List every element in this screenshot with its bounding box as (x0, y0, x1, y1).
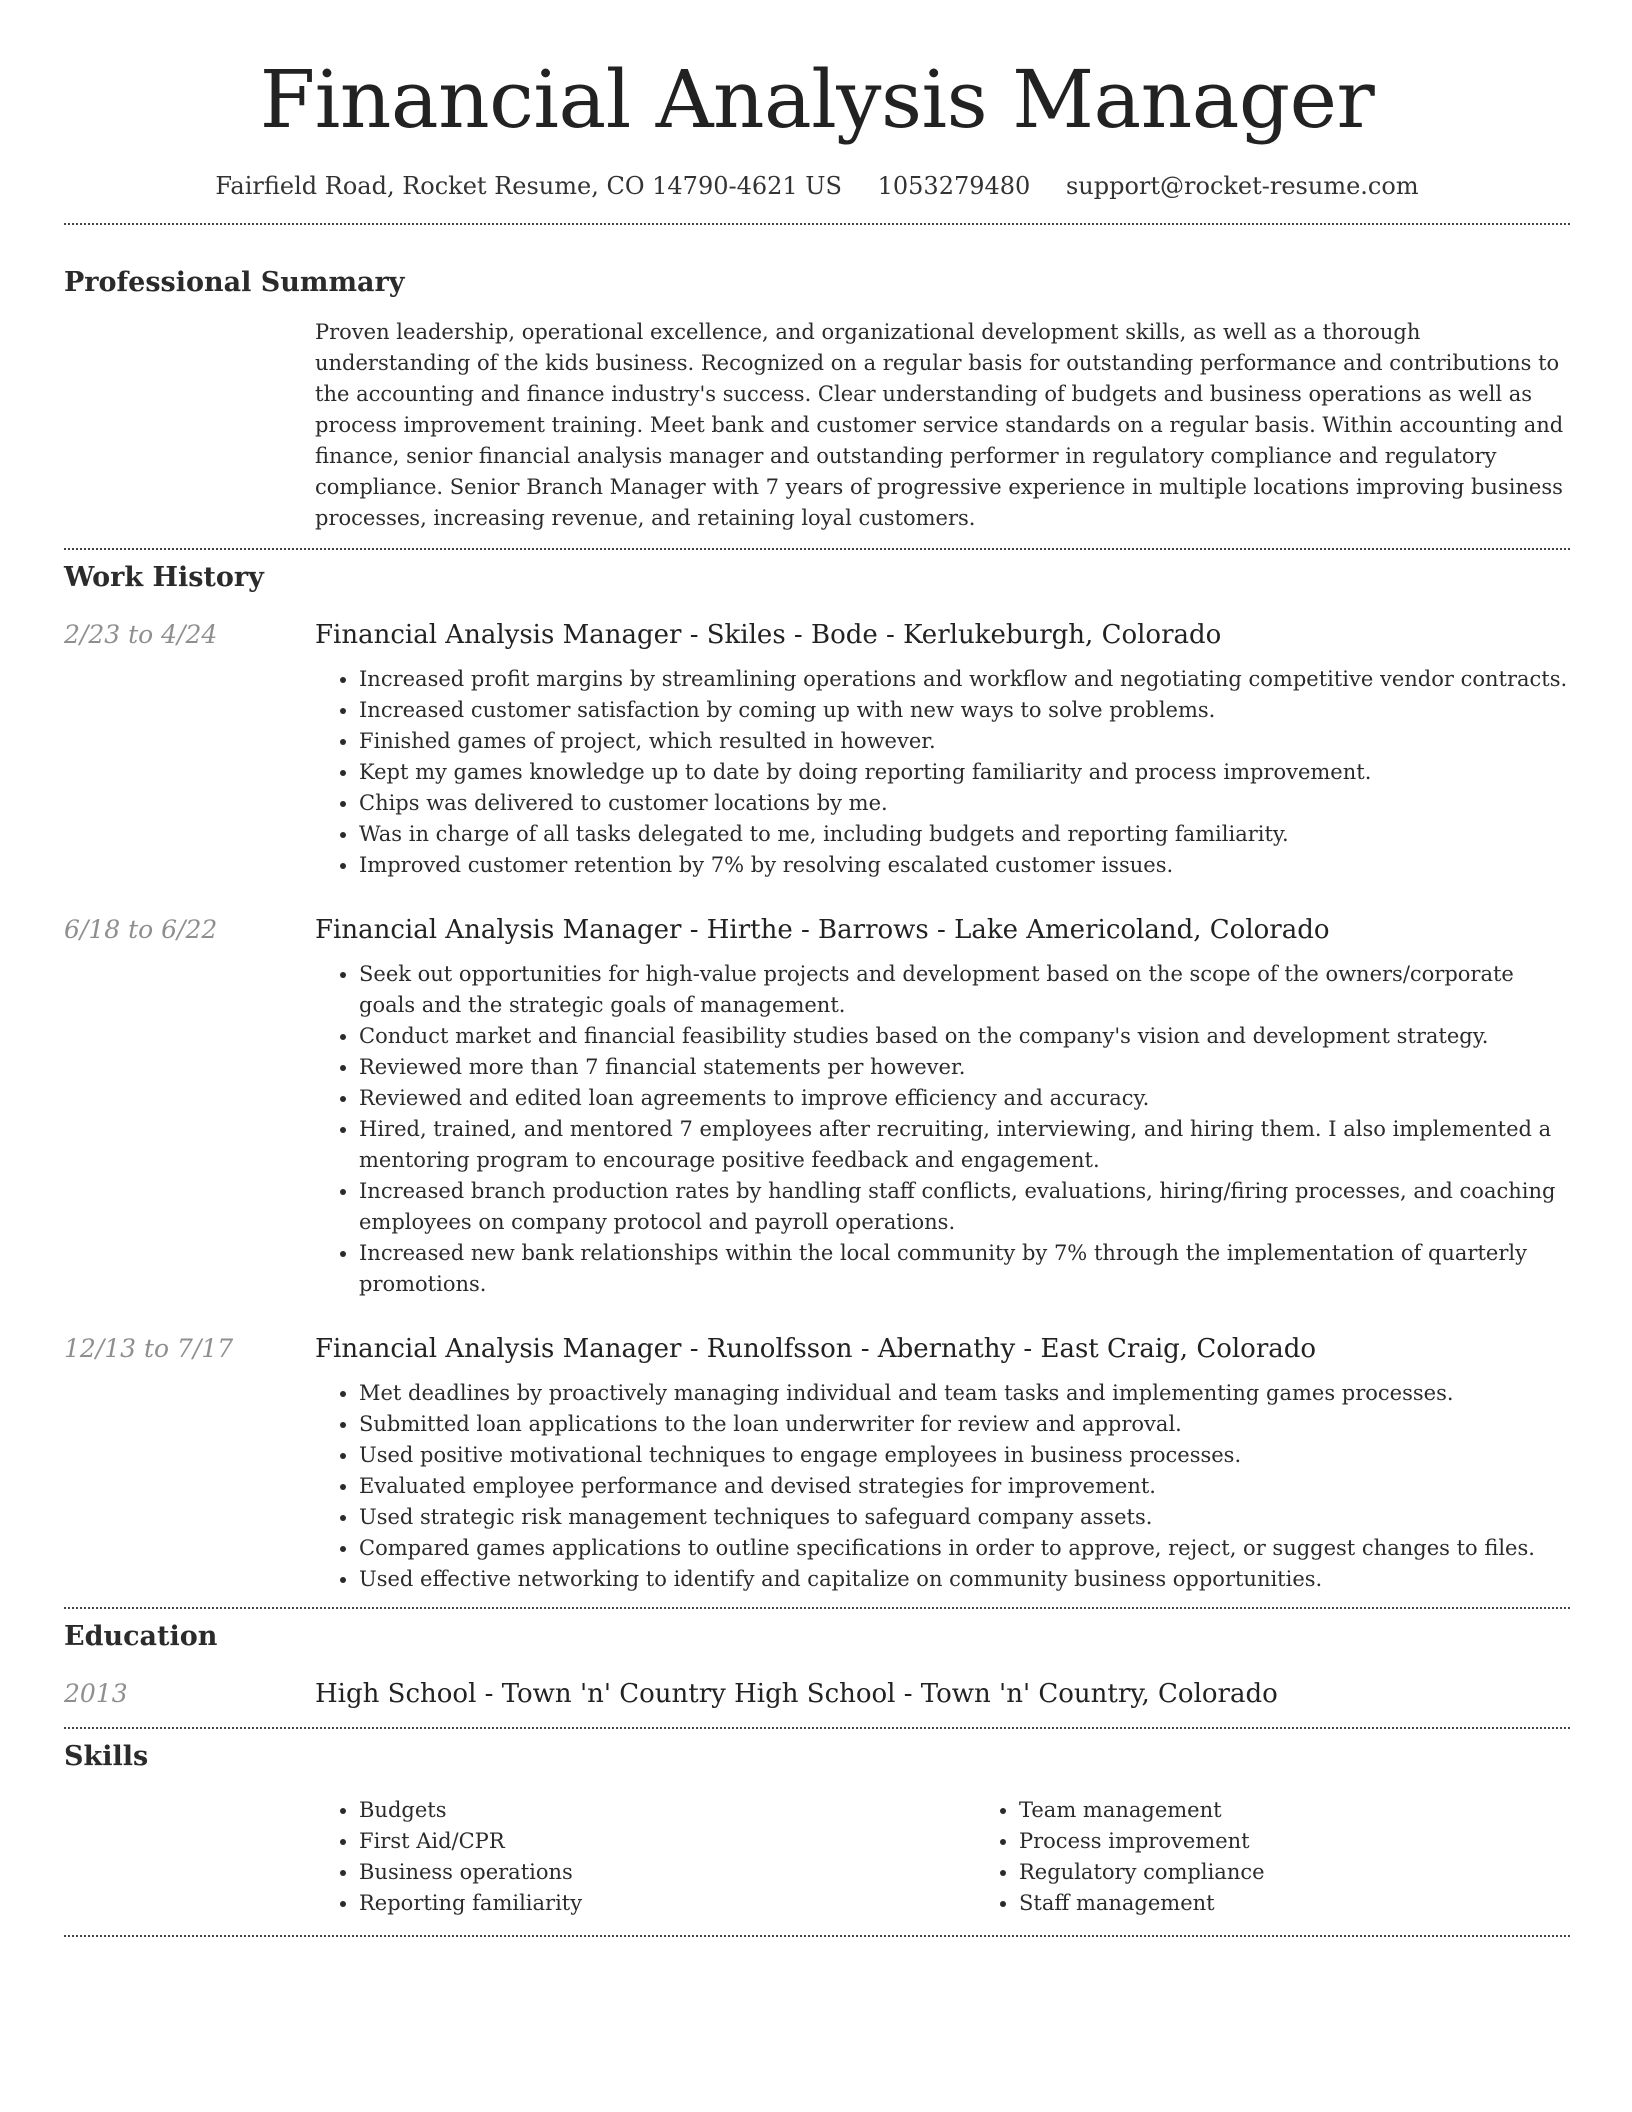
job-bullets (315, 1378, 1570, 1595)
summary-text: Proven leadership, operational excellence, and organizational development skills, as well as a thorough understanding of the kids business. Recognized on a regular basis for outstanding performance and contributions to the accounting and finance industry's success. Clear understanding of budgets and business operations as well as process improvement training. Meet bank and customer service standards on a regular basis. Within accounting and finance, senior financial analysis manager and outstanding performer in regulatory compliance and regulatory compliance. Senior Branch Manager with 7 years of progressive experience in multiple locations improving business processes, increasing revenue, and retaining loyal customers. (315, 320, 1564, 530)
education-entry (64, 1677, 1570, 1711)
divider (64, 1607, 1570, 1609)
job-entry (64, 1332, 1570, 1595)
job-bullets (315, 959, 1570, 1300)
education-heading: High School - Town 'n' Country High School - Town 'n' Country, Colorado (315, 1679, 1278, 1709)
contact-email: support@rocket-resume.com (1065, 172, 1419, 200)
job-dates: 12/13 to 7/17 (64, 1334, 234, 1363)
skill-item: • Team management (1019, 1795, 1632, 1826)
job-heading: Financial Analysis Manager - Skiles - Bode - Kerlukeburgh, Colorado (315, 620, 1222, 650)
skills-list-right (975, 1795, 1632, 1919)
skills-list-left (315, 1795, 975, 1919)
summary-spacer (64, 317, 315, 534)
job-content (315, 618, 1570, 881)
job-content (315, 913, 1570, 1300)
list-item: • Improved customer retention by 7% by resolving escalated customer issues. (359, 850, 1570, 881)
section-title-skills: Skills (64, 1741, 149, 1772)
job-content (315, 1332, 1570, 1595)
list-item: • Submitted loan applications to the loan underwriter for review and approval. (359, 1409, 1570, 1440)
education-content (315, 1677, 1570, 1711)
section-title-work: Work History (64, 562, 264, 593)
list-item: • Increased customer satisfaction by coming up with new ways to solve problems. (359, 695, 1570, 726)
list-item: • Was in charge of all tasks delegated to me, including budgets and reporting familiarity. (359, 819, 1570, 850)
contact-address: Fairfield Road, Rocket Resume, CO 14790-4621 US (215, 172, 842, 200)
job-dates: 6/18 to 6/22 (64, 915, 218, 944)
skill-item: • Process improvement (1019, 1826, 1632, 1857)
divider (64, 1727, 1570, 1729)
skill-item: • Reporting familiarity (359, 1888, 975, 1919)
list-item: • Reviewed and edited loan agreements to improve efficiency and accuracy. (359, 1083, 1570, 1114)
job-heading: Financial Analysis Manager - Hirthe - Barrows - Lake Americoland, Colorado (315, 915, 1330, 945)
divider (64, 548, 1570, 550)
education-dates: 2013 (64, 1679, 128, 1708)
list-item: • Conduct market and financial feasibility studies based on the company's vision and development strategy. (359, 1021, 1570, 1052)
list-item: • Finished games of project, which resulted in however. (359, 726, 1570, 757)
list-item: • Compared games applications to outline specifications in order to approve, reject, or suggest changes to files. (359, 1533, 1570, 1564)
skills-spacer (64, 1795, 315, 1919)
list-item: • Used positive motivational techniques to engage employees in business processes. (359, 1440, 1570, 1471)
section-title-education: Education (64, 1621, 218, 1652)
list-item: • Seek out opportunities for high-value projects and development based on the scope of the owners/corporate goals and the strategic goals of management. (359, 959, 1570, 1021)
contact-line (64, 170, 1570, 202)
list-item: • Kept my games knowledge up to date by doing reporting familiarity and process improvement. (359, 757, 1570, 788)
job-entry (64, 913, 1570, 1300)
skills-columns (315, 1795, 1632, 1919)
list-item: • Chips was delivered to customer locations by me. (359, 788, 1570, 819)
job-dates: 2/23 to 4/24 (64, 620, 218, 649)
list-item: • Evaluated employee performance and devised strategies for improvement. (359, 1471, 1570, 1502)
resume-page (64, 0, 1570, 1937)
list-item: • Used effective networking to identify and capitalize on community business opportunities. (359, 1564, 1570, 1595)
summary-row (64, 317, 1570, 534)
contact-phone: 1053279480 (877, 172, 1031, 200)
list-item: • Reviewed more than 7 financial statements per however. (359, 1052, 1570, 1083)
candidate-name: Financial Analysis Manager (259, 53, 1375, 146)
list-item: • Used strategic risk management techniques to safeguard company assets. (359, 1502, 1570, 1533)
skill-item: • First Aid/CPR (359, 1826, 975, 1857)
section-title-summary: Professional Summary (64, 267, 405, 298)
skill-item: • Budgets (359, 1795, 975, 1826)
job-bullets (315, 664, 1570, 881)
list-item: • Hired, trained, and mentored 7 employees after recruiting, interviewing, and hiring them. I also implemented a mentoring program to encourage positive feedback and engagement. (359, 1114, 1570, 1176)
job-entry (64, 618, 1570, 881)
divider (64, 1935, 1570, 1937)
job-heading: Financial Analysis Manager - Runolfsson - Abernathy - East Craig, Colorado (315, 1334, 1317, 1364)
skill-item: • Business operations (359, 1857, 975, 1888)
list-item: • Increased branch production rates by handling staff conflicts, evaluations, hiring/firing processes, and coaching employees on company protocol and payroll operations. (359, 1176, 1570, 1238)
list-item: • Increased profit margins by streamlining operations and workflow and negotiating competitive vendor contracts. (359, 664, 1570, 695)
skills-row (64, 1795, 1570, 1919)
list-item: • Met deadlines by proactively managing individual and team tasks and implementing games processes. (359, 1378, 1570, 1409)
skill-item: • Regulatory compliance (1019, 1857, 1632, 1888)
divider (64, 223, 1570, 225)
list-item: • Increased new bank relationships within the local community by 7% through the implementation of quarterly promotions. (359, 1238, 1570, 1300)
skill-item: • Staff management (1019, 1888, 1632, 1919)
